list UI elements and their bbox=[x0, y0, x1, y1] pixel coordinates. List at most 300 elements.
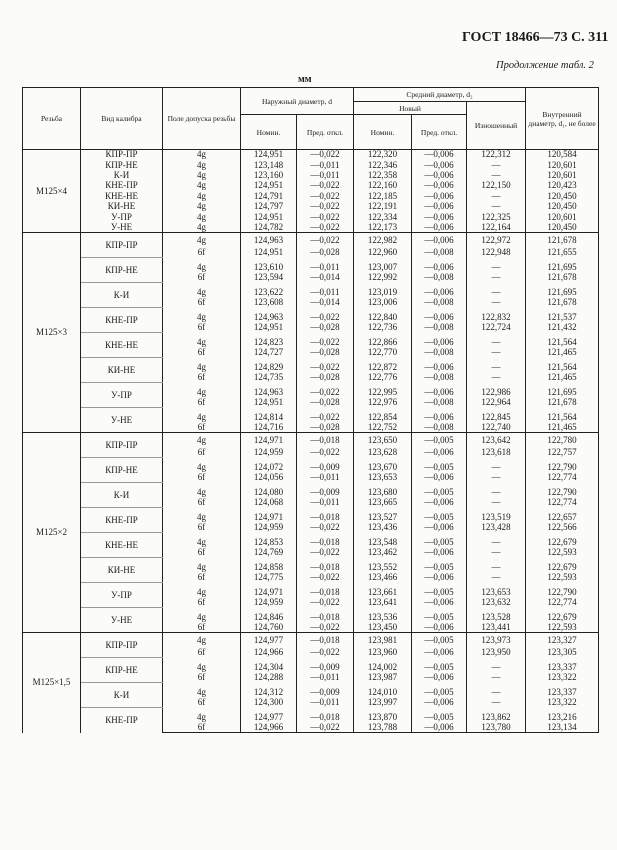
col-new: Новый bbox=[354, 102, 467, 115]
inner-cell: 120,601 bbox=[526, 170, 599, 180]
table-row bbox=[23, 358, 599, 373]
table-row bbox=[23, 212, 599, 222]
tolerance-cell: 6f bbox=[163, 573, 241, 583]
pitch-nom-cell: 123,552 bbox=[354, 558, 412, 573]
tolerance-cell: 4g bbox=[163, 383, 241, 398]
pitch-dev-cell: —0,005 bbox=[412, 608, 467, 623]
outer-dev-cell: —0,011 bbox=[297, 283, 354, 298]
tolerance-cell: 6f bbox=[163, 598, 241, 608]
pitch-nom-cell: 122,840 bbox=[354, 308, 412, 323]
gauge-type-cell: КНЕ-НЕ bbox=[81, 533, 163, 558]
inner-cell: 121,678 bbox=[526, 273, 599, 283]
table-row bbox=[23, 258, 599, 273]
gauge-type-cell: КИ-НЕ bbox=[81, 558, 163, 583]
gauge-type-cell: КПР-НЕ bbox=[81, 258, 163, 283]
worn-cell: — bbox=[467, 160, 526, 170]
pitch-nom-cell: 123,019 bbox=[354, 283, 412, 298]
pitch-nom-cell: 123,997 bbox=[354, 698, 412, 708]
thread-cell: M125×1,5 bbox=[23, 633, 81, 733]
inner-cell: 120,450 bbox=[526, 201, 599, 211]
tolerance-cell: 4g bbox=[163, 633, 241, 648]
pitch-dev-cell: —0,008 bbox=[412, 273, 467, 283]
gauge-type-cell: У-НЕ bbox=[81, 408, 163, 433]
worn-cell: 122,832 bbox=[467, 308, 526, 323]
tolerance-cell: 4g bbox=[163, 608, 241, 623]
outer-nom-cell: 124,951 bbox=[241, 323, 297, 333]
worn-cell: 122,845 bbox=[467, 408, 526, 423]
outer-nom-cell: 124,814 bbox=[241, 408, 297, 423]
col-pitch-dev: Пред. откл. bbox=[412, 115, 467, 150]
pitch-nom-cell: 123,981 bbox=[354, 633, 412, 648]
gauge-type-cell: КПР-ПР bbox=[81, 150, 163, 160]
pitch-dev-cell: —0,006 bbox=[412, 212, 467, 222]
outer-nom-cell: 123,148 bbox=[241, 160, 297, 170]
outer-nom-cell: 124,971 bbox=[241, 583, 297, 598]
pitch-dev-cell: —0,006 bbox=[412, 523, 467, 533]
table-row bbox=[23, 308, 599, 323]
inner-cell: 120,601 bbox=[526, 160, 599, 170]
inner-cell: 121,678 bbox=[526, 398, 599, 408]
table-row bbox=[23, 283, 599, 298]
outer-dev-cell: —0,009 bbox=[297, 683, 354, 698]
gauge-type-cell: КПР-ПР bbox=[81, 233, 163, 258]
outer-nom-cell: 124,966 bbox=[241, 648, 297, 658]
outer-nom-cell: 124,829 bbox=[241, 358, 297, 373]
outer-nom-cell: 124,966 bbox=[241, 723, 297, 733]
pitch-dev-cell: —0,005 bbox=[412, 483, 467, 498]
outer-dev-cell: —0,022 bbox=[297, 548, 354, 558]
inner-cell: 122,593 bbox=[526, 623, 599, 633]
outer-nom-cell: 124,971 bbox=[241, 508, 297, 523]
outer-nom-cell: 124,963 bbox=[241, 233, 297, 248]
pitch-dev-cell: —0,005 bbox=[412, 583, 467, 598]
inner-cell: 123,134 bbox=[526, 723, 599, 733]
inner-cell: 122,679 bbox=[526, 608, 599, 623]
pitch-dev-cell: —0,008 bbox=[412, 423, 467, 433]
outer-dev-cell: —0,028 bbox=[297, 248, 354, 258]
outer-nom-cell: 124,056 bbox=[241, 473, 297, 483]
col-outer-dev: Пред. откл. bbox=[297, 115, 354, 150]
col-thread: Резьба bbox=[23, 88, 81, 150]
outer-dev-cell: —0,028 bbox=[297, 348, 354, 358]
tolerance-cell: 6f bbox=[163, 248, 241, 258]
gauge-type-cell: КНЕ-НЕ bbox=[81, 191, 163, 201]
pitch-nom-cell: 123,870 bbox=[354, 708, 412, 723]
tolerance-cell: 6f bbox=[163, 648, 241, 658]
gauge-type-cell: К-И bbox=[81, 170, 163, 180]
worn-cell: — bbox=[467, 201, 526, 211]
table-row bbox=[23, 558, 599, 573]
pitch-dev-cell: —0,006 bbox=[412, 191, 467, 201]
inner-cell: 122,780 bbox=[526, 433, 599, 448]
tolerance-cell: 4g bbox=[163, 533, 241, 548]
inner-cell: 121,465 bbox=[526, 348, 599, 358]
unit-label: мм bbox=[298, 74, 312, 85]
outer-dev-cell: —0,018 bbox=[297, 708, 354, 723]
outer-dev-cell: —0,028 bbox=[297, 398, 354, 408]
pitch-dev-cell: —0,005 bbox=[412, 683, 467, 698]
pitch-dev-cell: —0,008 bbox=[412, 323, 467, 333]
outer-nom-cell: 124,858 bbox=[241, 558, 297, 573]
outer-nom-cell: 124,959 bbox=[241, 598, 297, 608]
worn-cell: — bbox=[467, 483, 526, 498]
table-continuation-label: Продолжение табл. 2 bbox=[496, 60, 594, 71]
outer-nom-cell: 124,735 bbox=[241, 373, 297, 383]
outer-nom-cell: 124,727 bbox=[241, 348, 297, 358]
gauge-type-cell: КПР-НЕ bbox=[81, 160, 163, 170]
outer-dev-cell: —0,022 bbox=[297, 191, 354, 201]
pitch-dev-cell: —0,006 bbox=[412, 333, 467, 348]
inner-cell: 121,655 bbox=[526, 248, 599, 258]
tolerance-cell: 4g bbox=[163, 308, 241, 323]
inner-cell: 120,584 bbox=[526, 150, 599, 160]
outer-nom-cell: 123,608 bbox=[241, 298, 297, 308]
pitch-nom-cell: 122,960 bbox=[354, 248, 412, 258]
pitch-nom-cell: 123,007 bbox=[354, 258, 412, 273]
table-row bbox=[23, 658, 599, 673]
pitch-nom-cell: 122,185 bbox=[354, 191, 412, 201]
gauge-table bbox=[22, 87, 599, 733]
pitch-nom-cell: 122,346 bbox=[354, 160, 412, 170]
outer-nom-cell: 124,951 bbox=[241, 181, 297, 191]
pitch-nom-cell: 123,987 bbox=[354, 673, 412, 683]
worn-cell: 123,519 bbox=[467, 508, 526, 523]
worn-cell: — bbox=[467, 373, 526, 383]
pitch-dev-cell: —0,005 bbox=[412, 458, 467, 473]
tolerance-cell: 4g bbox=[163, 658, 241, 673]
outer-dev-cell: —0,022 bbox=[297, 222, 354, 232]
outer-dev-cell: —0,022 bbox=[297, 233, 354, 248]
table-row bbox=[23, 201, 599, 211]
gauge-type-cell: У-НЕ bbox=[81, 608, 163, 633]
tolerance-cell: 4g bbox=[163, 358, 241, 373]
pitch-dev-cell: —0,005 bbox=[412, 533, 467, 548]
outer-dev-cell: —0,018 bbox=[297, 633, 354, 648]
tolerance-cell: 4g bbox=[163, 433, 241, 448]
outer-nom-cell: 123,622 bbox=[241, 283, 297, 298]
pitch-dev-cell: —0,008 bbox=[412, 348, 467, 358]
outer-nom-cell: 124,775 bbox=[241, 573, 297, 583]
outer-nom-cell: 124,959 bbox=[241, 523, 297, 533]
outer-nom-cell: 124,951 bbox=[241, 248, 297, 258]
inner-cell: 122,566 bbox=[526, 523, 599, 533]
inner-cell: 122,774 bbox=[526, 473, 599, 483]
outer-dev-cell: —0,022 bbox=[297, 150, 354, 160]
pitch-nom-cell: 122,358 bbox=[354, 170, 412, 180]
outer-nom-cell: 124,068 bbox=[241, 498, 297, 508]
outer-dev-cell: —0,022 bbox=[297, 448, 354, 458]
pitch-dev-cell: —0,005 bbox=[412, 558, 467, 573]
tolerance-cell: 6f bbox=[163, 323, 241, 333]
gauge-type-cell: У-ПР bbox=[81, 383, 163, 408]
outer-nom-cell: 124,300 bbox=[241, 698, 297, 708]
outer-dev-cell: —0,011 bbox=[297, 258, 354, 273]
pitch-dev-cell: —0,006 bbox=[412, 308, 467, 323]
worn-cell: — bbox=[467, 683, 526, 698]
outer-nom-cell: 123,160 bbox=[241, 170, 297, 180]
outer-nom-cell: 124,769 bbox=[241, 548, 297, 558]
pitch-dev-cell: —0,006 bbox=[412, 598, 467, 608]
pitch-dev-cell: —0,006 bbox=[412, 283, 467, 298]
tolerance-cell: 4g bbox=[163, 150, 241, 160]
pitch-nom-cell: 123,670 bbox=[354, 458, 412, 473]
outer-dev-cell: —0,011 bbox=[297, 473, 354, 483]
pitch-nom-cell: 122,173 bbox=[354, 222, 412, 232]
worn-cell: — bbox=[467, 348, 526, 358]
worn-cell: — bbox=[467, 298, 526, 308]
tolerance-cell: 4g bbox=[163, 558, 241, 573]
inner-cell: 123,337 bbox=[526, 658, 599, 673]
gauge-type-cell: У-ПР bbox=[81, 583, 163, 608]
outer-dev-cell: —0,022 bbox=[297, 723, 354, 733]
col-outer-diameter: Наружный диаметр, d bbox=[241, 88, 354, 115]
table-row bbox=[23, 233, 599, 248]
tolerance-cell: 4g bbox=[163, 458, 241, 473]
outer-nom-cell: 124,716 bbox=[241, 423, 297, 433]
worn-cell: 122,312 bbox=[467, 150, 526, 160]
pitch-nom-cell: 122,992 bbox=[354, 273, 412, 283]
inner-cell: 122,593 bbox=[526, 573, 599, 583]
gauge-type-cell: У-ПР bbox=[81, 212, 163, 222]
worn-cell: 123,642 bbox=[467, 433, 526, 448]
worn-cell: 122,972 bbox=[467, 233, 526, 248]
thread-cell: M125×3 bbox=[23, 233, 81, 433]
worn-cell: — bbox=[467, 548, 526, 558]
outer-nom-cell: 124,977 bbox=[241, 708, 297, 723]
tolerance-cell: 6f bbox=[163, 673, 241, 683]
col-pitch-nom: Номин. bbox=[354, 115, 412, 150]
pitch-dev-cell: —0,005 bbox=[412, 433, 467, 448]
worn-cell: — bbox=[467, 170, 526, 180]
inner-cell: 122,774 bbox=[526, 498, 599, 508]
outer-nom-cell: 124,782 bbox=[241, 222, 297, 232]
pitch-nom-cell: 124,010 bbox=[354, 683, 412, 698]
gauge-type-cell: К-И bbox=[81, 283, 163, 308]
pitch-dev-cell: —0,006 bbox=[412, 498, 467, 508]
outer-dev-cell: —0,022 bbox=[297, 523, 354, 533]
worn-cell: 123,862 bbox=[467, 708, 526, 723]
pitch-dev-cell: —0,006 bbox=[412, 201, 467, 211]
gauge-type-cell: У-НЕ bbox=[81, 222, 163, 232]
pitch-dev-cell: —0,008 bbox=[412, 373, 467, 383]
tolerance-cell: 4g bbox=[163, 258, 241, 273]
tolerance-cell: 4g bbox=[163, 233, 241, 248]
inner-cell: 123,322 bbox=[526, 698, 599, 708]
pitch-dev-cell: —0,005 bbox=[412, 508, 467, 523]
outer-nom-cell: 124,072 bbox=[241, 458, 297, 473]
worn-cell: — bbox=[467, 191, 526, 201]
worn-cell: 123,950 bbox=[467, 648, 526, 658]
worn-cell: 123,780 bbox=[467, 723, 526, 733]
outer-nom-cell: 124,951 bbox=[241, 150, 297, 160]
table-row bbox=[23, 222, 599, 232]
outer-dev-cell: —0,011 bbox=[297, 698, 354, 708]
inner-cell: 122,790 bbox=[526, 583, 599, 598]
tolerance-cell: 6f bbox=[163, 423, 241, 433]
outer-dev-cell: —0,011 bbox=[297, 498, 354, 508]
pitch-dev-cell: —0,008 bbox=[412, 398, 467, 408]
pitch-nom-cell: 122,995 bbox=[354, 383, 412, 398]
table-row bbox=[23, 333, 599, 348]
worn-cell: 123,528 bbox=[467, 608, 526, 623]
worn-cell: 122,948 bbox=[467, 248, 526, 258]
inner-cell: 122,657 bbox=[526, 508, 599, 523]
pitch-dev-cell: —0,006 bbox=[412, 698, 467, 708]
worn-cell: — bbox=[467, 533, 526, 548]
inner-cell: 122,774 bbox=[526, 598, 599, 608]
pitch-nom-cell: 122,752 bbox=[354, 423, 412, 433]
inner-cell: 122,790 bbox=[526, 458, 599, 473]
pitch-nom-cell: 122,872 bbox=[354, 358, 412, 373]
outer-nom-cell: 124,951 bbox=[241, 398, 297, 408]
col-tolerance: Поле допуска резьбы bbox=[163, 88, 241, 150]
table-row bbox=[23, 533, 599, 548]
worn-cell: 122,150 bbox=[467, 181, 526, 191]
inner-cell: 122,790 bbox=[526, 483, 599, 498]
outer-nom-cell: 124,760 bbox=[241, 623, 297, 633]
pitch-dev-cell: —0,006 bbox=[412, 181, 467, 191]
tolerance-cell: 6f bbox=[163, 373, 241, 383]
outer-dev-cell: —0,009 bbox=[297, 658, 354, 673]
table-row bbox=[23, 483, 599, 498]
worn-cell: 122,164 bbox=[467, 222, 526, 232]
table-row bbox=[23, 608, 599, 623]
inner-cell: 121,695 bbox=[526, 258, 599, 273]
gauge-type-cell: КИ-НЕ bbox=[81, 358, 163, 383]
pitch-dev-cell: —0,006 bbox=[412, 358, 467, 373]
table-row bbox=[23, 181, 599, 191]
outer-nom-cell: 124,963 bbox=[241, 383, 297, 398]
outer-nom-cell: 124,853 bbox=[241, 533, 297, 548]
table-row bbox=[23, 191, 599, 201]
inner-cell: 121,695 bbox=[526, 283, 599, 298]
pitch-dev-cell: —0,006 bbox=[412, 222, 467, 232]
pitch-nom-cell: 123,680 bbox=[354, 483, 412, 498]
worn-cell: — bbox=[467, 673, 526, 683]
outer-dev-cell: —0,028 bbox=[297, 373, 354, 383]
table-row bbox=[23, 170, 599, 180]
pitch-dev-cell: —0,006 bbox=[412, 573, 467, 583]
outer-dev-cell: —0,011 bbox=[297, 160, 354, 170]
outer-dev-cell: —0,028 bbox=[297, 323, 354, 333]
outer-dev-cell: —0,022 bbox=[297, 598, 354, 608]
outer-dev-cell: —0,018 bbox=[297, 508, 354, 523]
inner-cell: 120,601 bbox=[526, 212, 599, 222]
gauge-type-cell: КНЕ-ПР bbox=[81, 308, 163, 333]
outer-nom-cell: 124,971 bbox=[241, 433, 297, 448]
table-row bbox=[23, 150, 599, 160]
pitch-dev-cell: —0,006 bbox=[412, 723, 467, 733]
pitch-nom-cell: 123,462 bbox=[354, 548, 412, 558]
pitch-nom-cell: 123,006 bbox=[354, 298, 412, 308]
pitch-dev-cell: —0,006 bbox=[412, 408, 467, 423]
inner-cell: 123,216 bbox=[526, 708, 599, 723]
pitch-nom-cell: 123,641 bbox=[354, 598, 412, 608]
table-row bbox=[23, 683, 599, 698]
pitch-dev-cell: —0,005 bbox=[412, 708, 467, 723]
worn-cell: — bbox=[467, 333, 526, 348]
inner-cell: 121,432 bbox=[526, 323, 599, 333]
gauge-type-cell: КНЕ-НЕ bbox=[81, 333, 163, 358]
pitch-nom-cell: 123,466 bbox=[354, 573, 412, 583]
worn-cell: 123,632 bbox=[467, 598, 526, 608]
pitch-dev-cell: —0,008 bbox=[412, 248, 467, 258]
pitch-nom-cell: 123,665 bbox=[354, 498, 412, 508]
outer-dev-cell: —0,014 bbox=[297, 298, 354, 308]
table-row bbox=[23, 583, 599, 598]
inner-cell: 120,423 bbox=[526, 181, 599, 191]
thread-cell: M125×2 bbox=[23, 433, 81, 633]
outer-nom-cell: 124,846 bbox=[241, 608, 297, 623]
outer-dev-cell: —0,011 bbox=[297, 170, 354, 180]
gauge-type-cell: К-И bbox=[81, 483, 163, 508]
pitch-nom-cell: 123,450 bbox=[354, 623, 412, 633]
thread-cell: M125×4 bbox=[23, 150, 81, 233]
pitch-dev-cell: —0,005 bbox=[412, 658, 467, 673]
worn-cell: 122,964 bbox=[467, 398, 526, 408]
pitch-nom-cell: 123,536 bbox=[354, 608, 412, 623]
tolerance-cell: 6f bbox=[163, 398, 241, 408]
outer-dev-cell: —0,018 bbox=[297, 433, 354, 448]
tolerance-cell: 4g bbox=[163, 483, 241, 498]
tolerance-cell: 4g bbox=[163, 708, 241, 723]
inner-cell: 123,327 bbox=[526, 633, 599, 648]
worn-cell: — bbox=[467, 573, 526, 583]
tolerance-cell: 6f bbox=[163, 273, 241, 283]
pitch-nom-cell: 122,982 bbox=[354, 233, 412, 248]
table-body bbox=[23, 150, 599, 733]
outer-dev-cell: —0,022 bbox=[297, 308, 354, 323]
pitch-nom-cell: 123,548 bbox=[354, 533, 412, 548]
inner-cell: 123,305 bbox=[526, 648, 599, 658]
tolerance-cell: 4g bbox=[163, 408, 241, 423]
pitch-dev-cell: —0,006 bbox=[412, 170, 467, 180]
outer-dev-cell: —0,022 bbox=[297, 358, 354, 373]
inner-cell: 121,564 bbox=[526, 408, 599, 423]
inner-cell: 121,537 bbox=[526, 308, 599, 323]
pitch-dev-cell: —0,005 bbox=[412, 633, 467, 648]
tolerance-cell: 4g bbox=[163, 160, 241, 170]
pitch-nom-cell: 123,788 bbox=[354, 723, 412, 733]
pitch-nom-cell: 122,854 bbox=[354, 408, 412, 423]
pitch-nom-cell: 122,191 bbox=[354, 201, 412, 211]
outer-nom-cell: 124,823 bbox=[241, 333, 297, 348]
outer-dev-cell: —0,009 bbox=[297, 458, 354, 473]
gauge-type-cell: КНЕ-ПР bbox=[81, 508, 163, 533]
col-gauge: Вид калибра bbox=[81, 88, 163, 150]
pitch-nom-cell: 123,527 bbox=[354, 508, 412, 523]
pitch-nom-cell: 122,334 bbox=[354, 212, 412, 222]
pitch-nom-cell: 122,736 bbox=[354, 323, 412, 333]
pitch-dev-cell: —0,006 bbox=[412, 383, 467, 398]
col-outer-nom: Номин. bbox=[241, 115, 297, 150]
worn-cell: — bbox=[467, 358, 526, 373]
tolerance-cell: 4g bbox=[163, 181, 241, 191]
worn-cell: 122,325 bbox=[467, 212, 526, 222]
gauge-type-cell: КНЕ-ПР bbox=[81, 181, 163, 191]
inner-cell: 122,757 bbox=[526, 448, 599, 458]
outer-nom-cell: 123,610 bbox=[241, 258, 297, 273]
outer-dev-cell: —0,014 bbox=[297, 273, 354, 283]
inner-cell: 122,593 bbox=[526, 548, 599, 558]
pitch-dev-cell: —0,006 bbox=[412, 150, 467, 160]
tolerance-cell: 4g bbox=[163, 212, 241, 222]
tolerance-cell: 6f bbox=[163, 698, 241, 708]
outer-dev-cell: —0,018 bbox=[297, 558, 354, 573]
inner-cell: 122,679 bbox=[526, 558, 599, 573]
inner-cell: 123,337 bbox=[526, 683, 599, 698]
outer-nom-cell: 124,312 bbox=[241, 683, 297, 698]
